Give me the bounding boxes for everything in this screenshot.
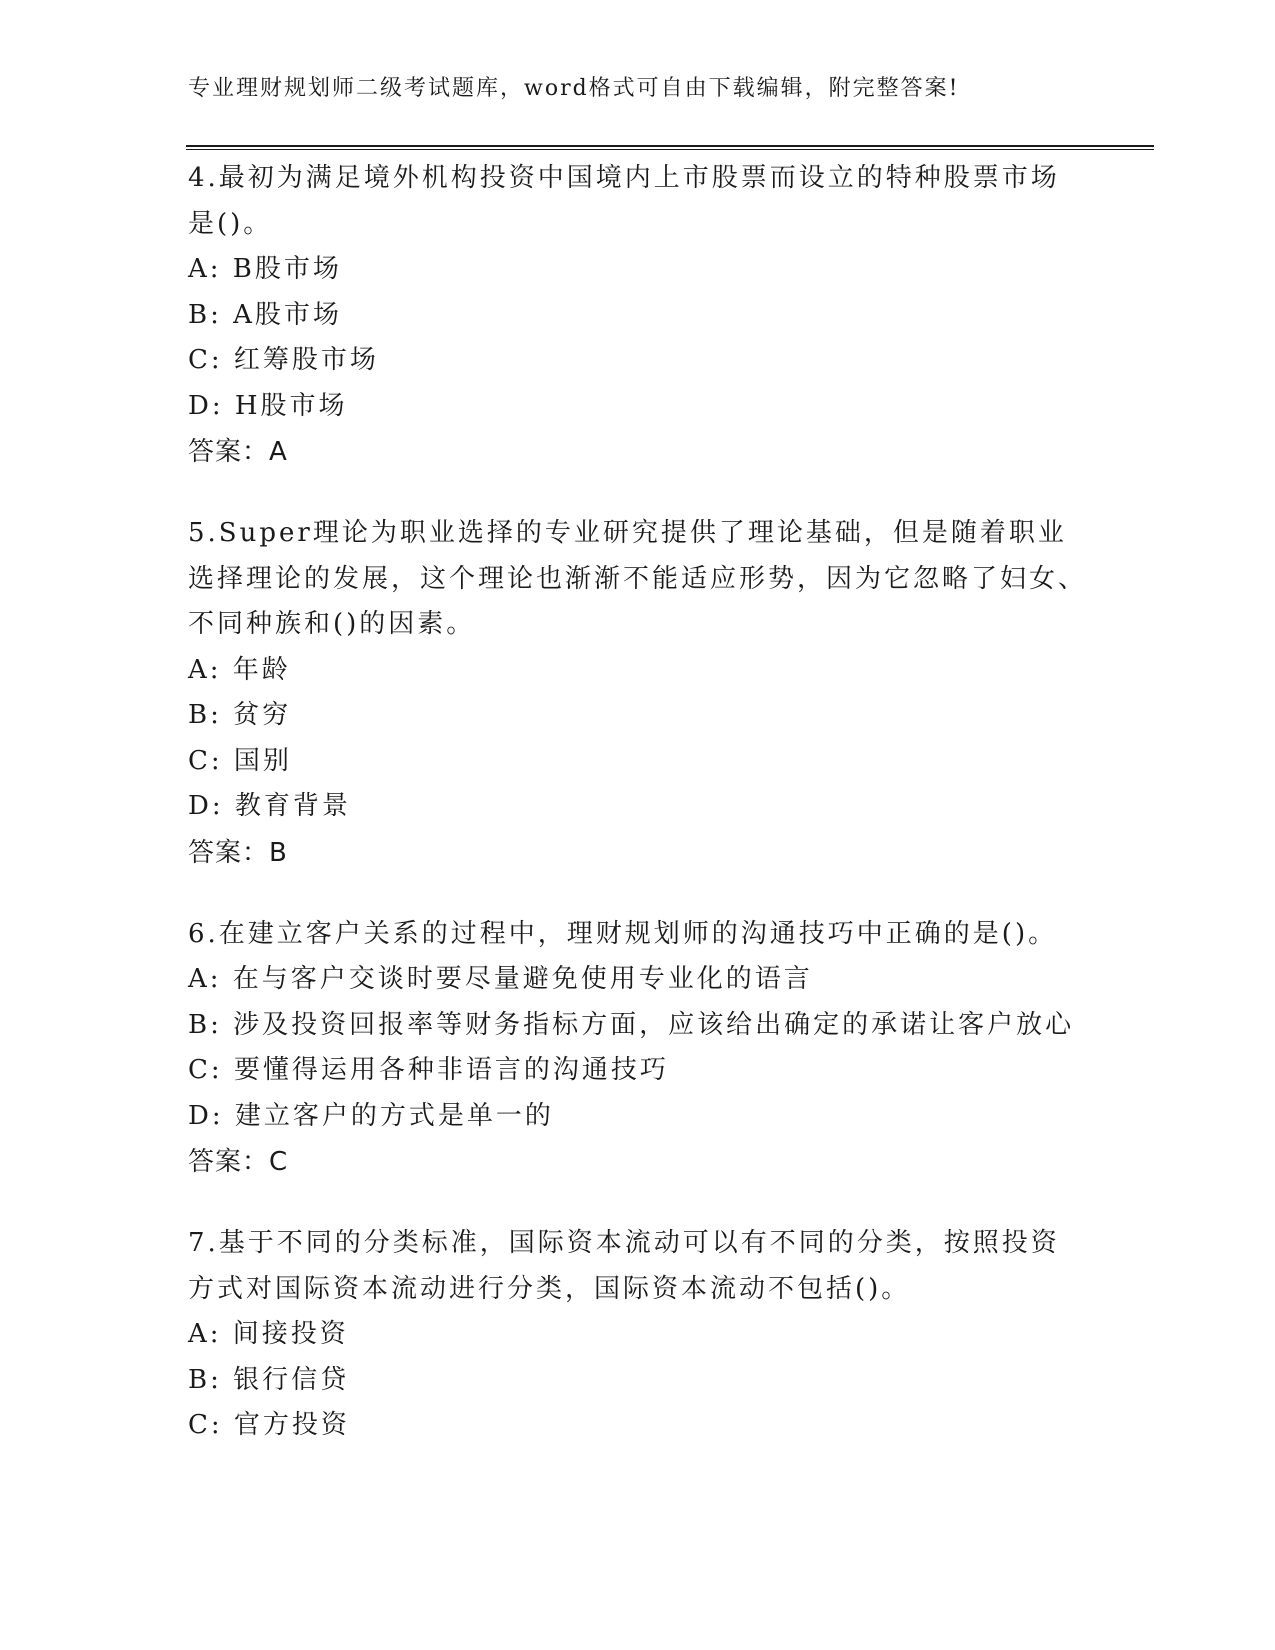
page-header-title: 专业理财规划师二级考试题库，word格式可自由下载编辑，附完整答案! bbox=[188, 76, 960, 101]
question-list bbox=[188, 156, 1088, 1485]
option-a: A: 在与客户交谈时要尽量避免使用专业化的语言 bbox=[188, 964, 813, 994]
option-c: C: 官方投资 bbox=[188, 1410, 350, 1440]
option-c: C: 要懂得运用各种非语言的沟通技巧 bbox=[188, 1055, 669, 1085]
header-divider bbox=[186, 145, 1154, 150]
option-a: A: 间接投资 bbox=[188, 1319, 349, 1349]
question-stem: 4.最初为满足境外机构投资中国境内上市股票而设立的特种股票市场是()。 bbox=[188, 163, 1060, 239]
option-d: D: H股市场 bbox=[188, 390, 348, 421]
option-c: C: 红筹股市场 bbox=[188, 345, 379, 375]
answer-line: 答案：C bbox=[188, 1147, 289, 1177]
option-c: C: 国别 bbox=[188, 745, 292, 776]
question-7 bbox=[188, 1221, 1088, 1449]
question-6 bbox=[188, 912, 1088, 1186]
option-d: D: 教育背景 bbox=[188, 791, 351, 821]
question-stem: 5.Super理论为职业选择的专业研究提供了理论基础，但是随着职业选择理论的发展，这个理论也渐渐不能适应形势，因为它忽略了妇女、不同种族和()的因素。 bbox=[188, 518, 1088, 639]
question-4 bbox=[188, 156, 1088, 475]
answer-line: 答案：A bbox=[188, 437, 288, 467]
option-a: A: B股市场 bbox=[188, 254, 342, 284]
option-b: B: A股市场 bbox=[188, 299, 342, 330]
question-stem: 7.基于不同的分类标准，国际资本流动可以有不同的分类，按照投资方式对国际资本流动进行分类，国际资本流动不包括()。 bbox=[188, 1228, 1060, 1304]
option-b: B: 贫穷 bbox=[188, 700, 292, 730]
option-a: A: 年龄 bbox=[188, 654, 291, 685]
option-d: D: 建立客户的方式是单一的 bbox=[188, 1100, 554, 1131]
answer-line: 答案：B bbox=[188, 837, 288, 868]
question-stem: 6.在建立客户关系的过程中，理财规划师的沟通技巧中正确的是()。 bbox=[188, 918, 1058, 949]
option-b: B: 银行信贷 bbox=[188, 1364, 350, 1395]
option-b: B: 涉及投资回报率等财务指标方面，应该给出确定的承诺让客户放心 bbox=[188, 1009, 1075, 1040]
question-5 bbox=[188, 511, 1088, 876]
